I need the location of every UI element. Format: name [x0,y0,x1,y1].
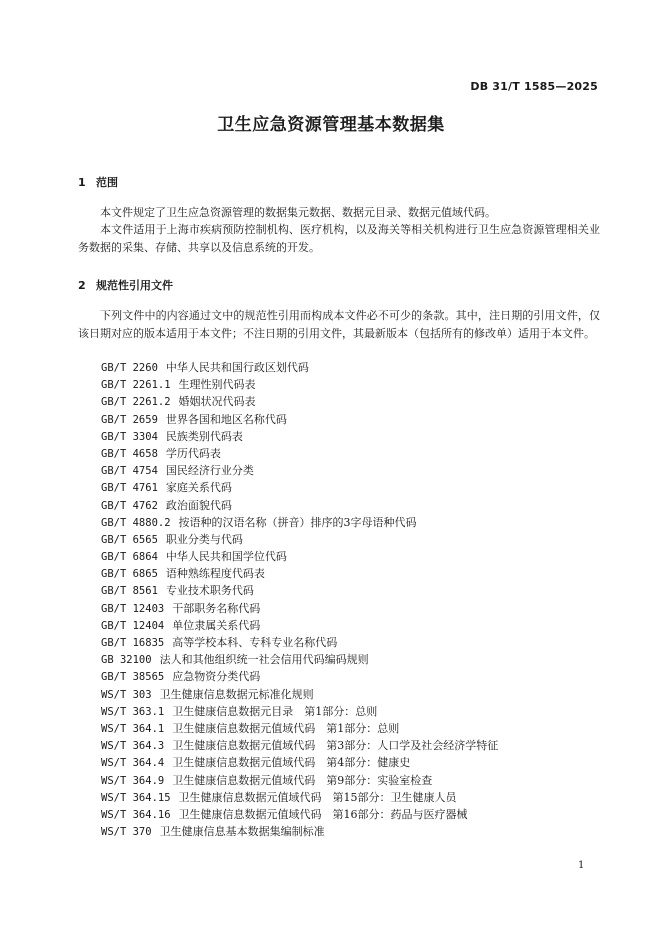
document-title: 卫生应急资源管理基本数据集 [217,115,445,135]
reference-code: WS/T 370 [101,826,152,839]
reference-code: GB/T 6864 [101,551,158,564]
reference-item [101,737,498,754]
section-title: 范围 [96,176,118,189]
reference-code: GB/T 4880.2 [101,516,171,529]
reference-item [101,617,498,634]
reference-code: WS/T 364.15 [101,791,171,804]
reference-item [101,393,498,410]
reference-title: 卫生健康信息数据元值域代码 第1部分：总则 [172,721,400,735]
page-number: 1 [578,860,585,871]
reference-code: WS/T 364.1 [101,722,165,735]
reference-title: 卫生健康信息数据元目录 第1部分：总则 [172,704,378,718]
reference-title: 学历代码表 [165,446,221,460]
reference-title: 卫生健康信息数据元值域代码 第4部分：健康史 [172,756,411,770]
reference-title: 卫生健康信息数据元标准化规则 [159,687,314,701]
reference-code: GB/T 4658 [101,447,158,460]
reference-code: GB/T 2261.2 [101,396,171,409]
reference-item [101,428,498,445]
reference-code: GB/T 6565 [101,533,158,546]
reference-item [101,668,498,685]
reference-item [101,789,498,806]
reference-title: 按语种的汉语名称（拼音）排序的3字母语种代码 [178,515,417,529]
reference-code: GB 32100 [101,654,152,667]
reference-title: 语种熟练程度代码表 [165,567,265,581]
section-number: 2 [78,279,86,292]
section-title: 规范性引用文件 [96,279,173,292]
reference-code: WS/T 364.16 [101,808,171,821]
reference-title: 卫生健康信息数据元值域代码 第3部分：人口学及社会经济学特征 [172,739,499,753]
reference-item [101,548,498,565]
reference-item [101,686,498,703]
reference-title: 政治面貌代码 [165,498,232,512]
reference-item [101,823,498,840]
reference-title: 职业分类与代码 [165,532,243,546]
reference-title: 家庭关系代码 [165,481,232,495]
reference-item [101,634,498,651]
reference-item [101,720,498,737]
reference-item [101,497,498,514]
reference-item [101,514,498,531]
reference-code: GB/T 38565 [101,671,165,684]
reference-code: WS/T 363.1 [101,705,165,718]
reference-item [101,806,498,823]
reference-item [101,565,498,582]
reference-title: 生理性别代码表 [178,378,256,392]
reference-title: 应急物资分类代码 [172,670,261,684]
reference-title: 干部职务名称代码 [172,601,261,615]
reference-title: 中华人民共和国行政区划代码 [165,361,309,374]
reference-item [101,462,498,479]
reference-title: 中华人民共和国学位代码 [165,550,287,564]
reference-item [101,703,498,720]
reference-item [101,754,498,771]
reference-code: GB/T 16835 [101,637,165,649]
reference-code: GB/T 2261.1 [101,379,171,392]
reference-code: GB/T 12404 [101,619,165,632]
reference-code: GB/T 6865 [101,568,158,581]
document-id: DB 31/T 1585—2025 [470,80,598,93]
section-number: 1 [78,176,86,189]
reference-item [101,772,498,789]
reference-list [101,359,498,840]
reference-code: WS/T 303 [101,688,152,701]
scope-paragraph-1: 本文件规定了卫生应急资源管理的数据集元数据、数据元目录、数据元值域代码。 [100,206,496,219]
reference-item [101,479,498,496]
reference-code: GB/T 2659 [101,413,158,426]
references-intro-paragraph: 下列文件中的内容通过文中的规范性引用而构成本文件必不可少的条款。其中，注日期的引用文件，仅该日期对应的版本适用于本文件；不注日期的引用文件，其最新版本（包括所有的修改单）适用于本文件。 [78,309,600,340]
reference-code: WS/T 364.4 [101,757,165,770]
reference-title: 世界各国和地区名称代码 [165,412,287,426]
reference-code: GB/T 2260 [101,362,158,374]
reference-code: WS/T 364.9 [101,774,165,787]
reference-title: 婚姻状况代码表 [178,395,256,409]
reference-title: 卫生健康信息数据元值域代码 第9部分：实验室检查 [172,773,433,787]
reference-item [101,651,498,668]
reference-item [101,600,498,617]
reference-code: GB/T 3304 [101,430,158,443]
reference-code: GB/T 4754 [101,465,158,478]
reference-title: 民族类别代码表 [165,429,243,443]
reference-title: 专业技术职务代码 [165,584,254,598]
reference-code: WS/T 364.3 [101,740,165,753]
reference-code: GB/T 4761 [101,482,158,495]
reference-item [101,411,498,428]
reference-title: 单位隶属关系代码 [172,618,261,632]
reference-item [101,582,498,599]
reference-title: 卫生健康信息基本数据集编制标准 [159,825,325,839]
reference-item [101,376,498,393]
reference-code: GB/T 12403 [101,602,165,615]
scope-paragraph-2: 本文件适用于上海市疾病预防控制机构、医疗机构，以及海关等相关机构进行卫生应急资源管理相关业务数据的采集、存储、共享以及信息系统的开发。 [78,223,600,254]
section-heading-scope [78,174,118,190]
reference-title: 卫生健康信息数据元值域代码 第15部分：卫生健康人员 [178,790,457,804]
section-heading-normative-references [78,277,173,293]
reference-title: 卫生健康信息数据元值域代码 第16部分：药品与医疗器械 [178,807,468,821]
reference-title: 法人和其他组织统一社会信用代码编码规则 [159,653,369,667]
reference-code: GB/T 4762 [101,499,158,512]
reference-title: 国民经济行业分类 [165,464,254,478]
reference-item [101,359,498,376]
reference-item [101,531,498,548]
reference-code: GB/T 8561 [101,585,158,598]
reference-title: 高等学校本科、专科专业名称代码 [172,636,338,649]
reference-item [101,445,498,462]
